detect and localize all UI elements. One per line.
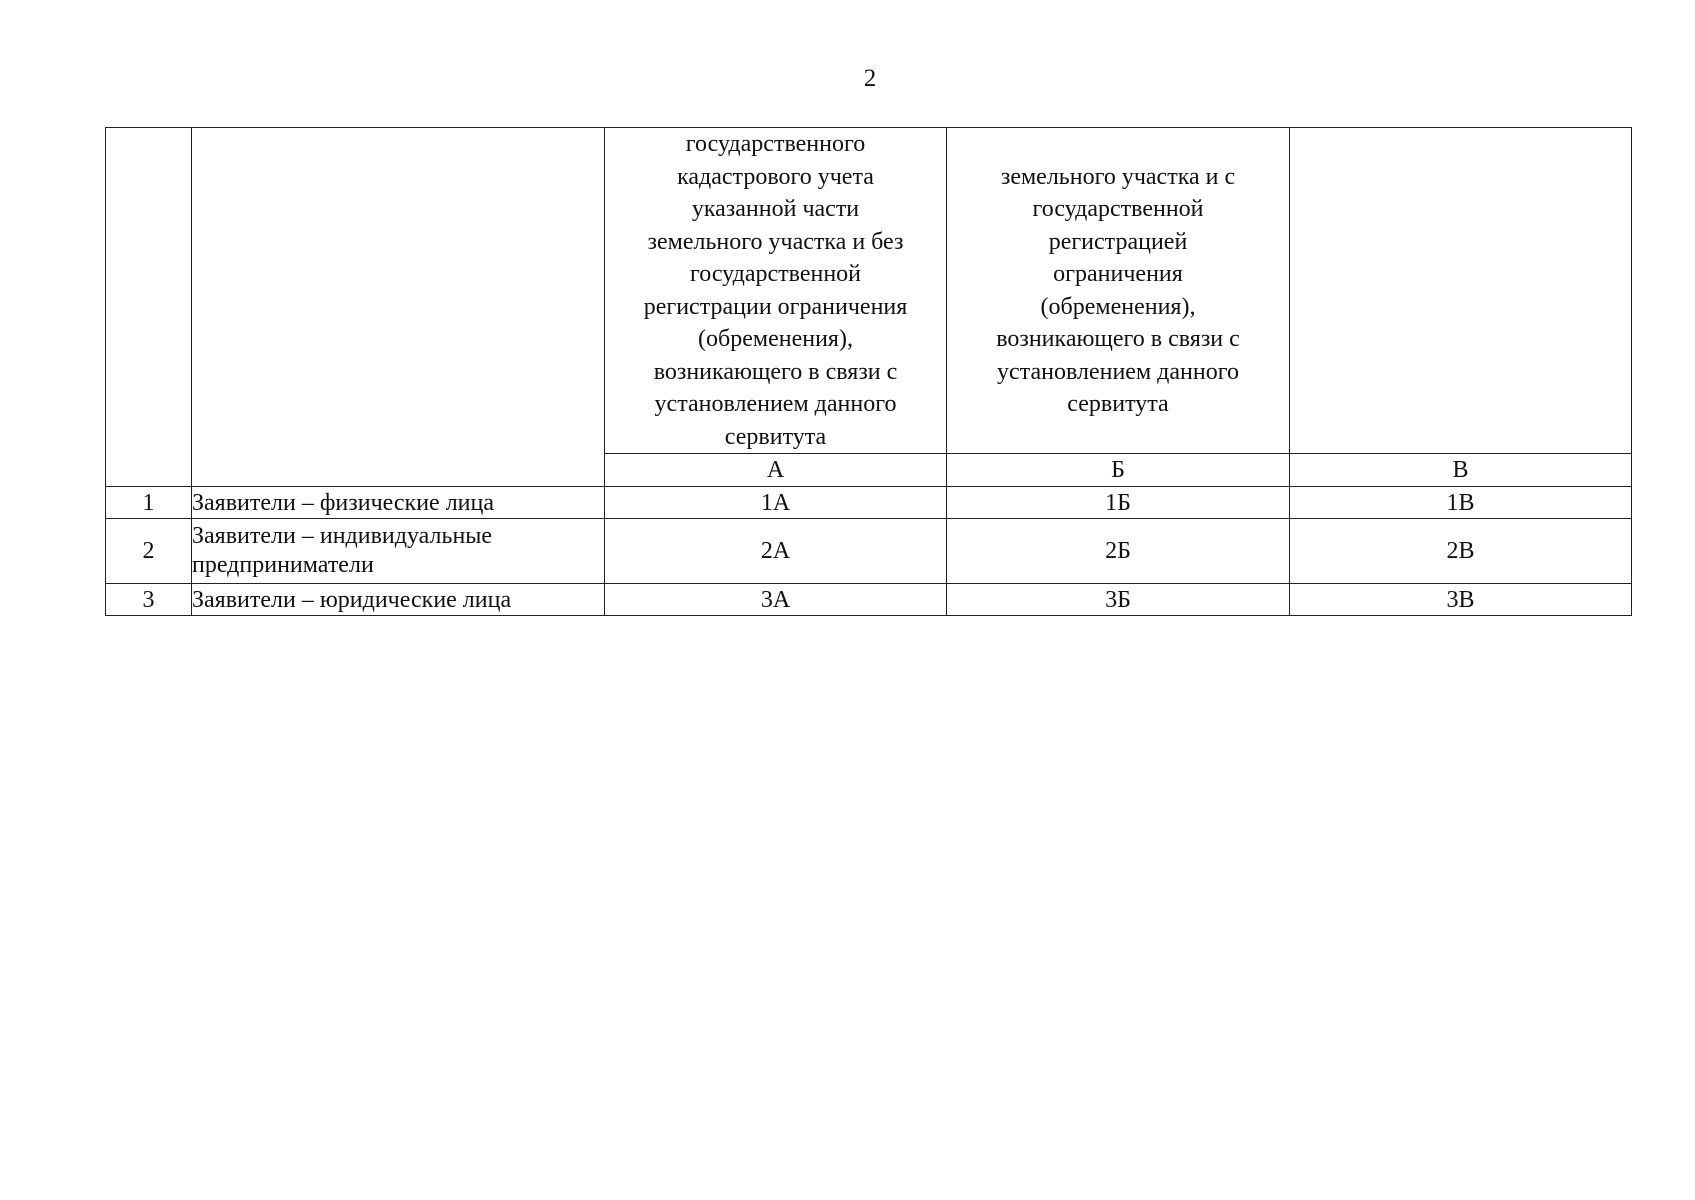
table-row xyxy=(106,487,1632,519)
row-value-a: 3А xyxy=(605,584,947,616)
row-value-c: 3В xyxy=(1290,584,1632,616)
letter-a: А xyxy=(605,454,947,487)
row-number: 1 xyxy=(106,487,192,519)
row-value-b: 3Б xyxy=(947,584,1290,616)
row-value-a: 2А xyxy=(605,519,947,584)
row-applicant-type: Заявители – физические лица xyxy=(192,487,605,519)
row-value-b: 1Б xyxy=(947,487,1290,519)
applicants-table xyxy=(105,127,1632,616)
row-number: 2 xyxy=(106,519,192,584)
row-value-a: 1А xyxy=(605,487,947,519)
table-row xyxy=(106,584,1632,616)
table-row xyxy=(106,519,1632,584)
row-applicant-type: Заявители – юридические лица xyxy=(192,584,605,616)
letter-b: Б xyxy=(947,454,1290,487)
header-col-a xyxy=(605,128,947,454)
header-col-a-text: государственного кадастрового учета указанной части земельного участка и без государственной регистрации ограничения (обременения), возникающего в связи с установлением данного сервитута xyxy=(643,131,908,450)
row-value-c: 2В xyxy=(1290,519,1632,584)
row-value-c: 1В xyxy=(1290,487,1632,519)
header-col-b xyxy=(947,128,1290,454)
header-num-cell xyxy=(106,128,192,487)
letter-c: В xyxy=(1290,454,1632,487)
header-name-cell xyxy=(192,128,605,487)
page-number: 2 xyxy=(863,65,877,92)
row-number: 3 xyxy=(106,584,192,616)
header-col-c xyxy=(1290,128,1632,454)
row-value-b: 2Б xyxy=(947,519,1290,584)
header-row xyxy=(106,128,1632,454)
row-applicant-type: Заявители – индивидуальные предприниматели xyxy=(192,519,605,584)
header-col-b-text: земельного участка и с государственной регистрацией ограничения (обременения), возникающего в связи с установлением данного сервитута xyxy=(996,163,1240,417)
